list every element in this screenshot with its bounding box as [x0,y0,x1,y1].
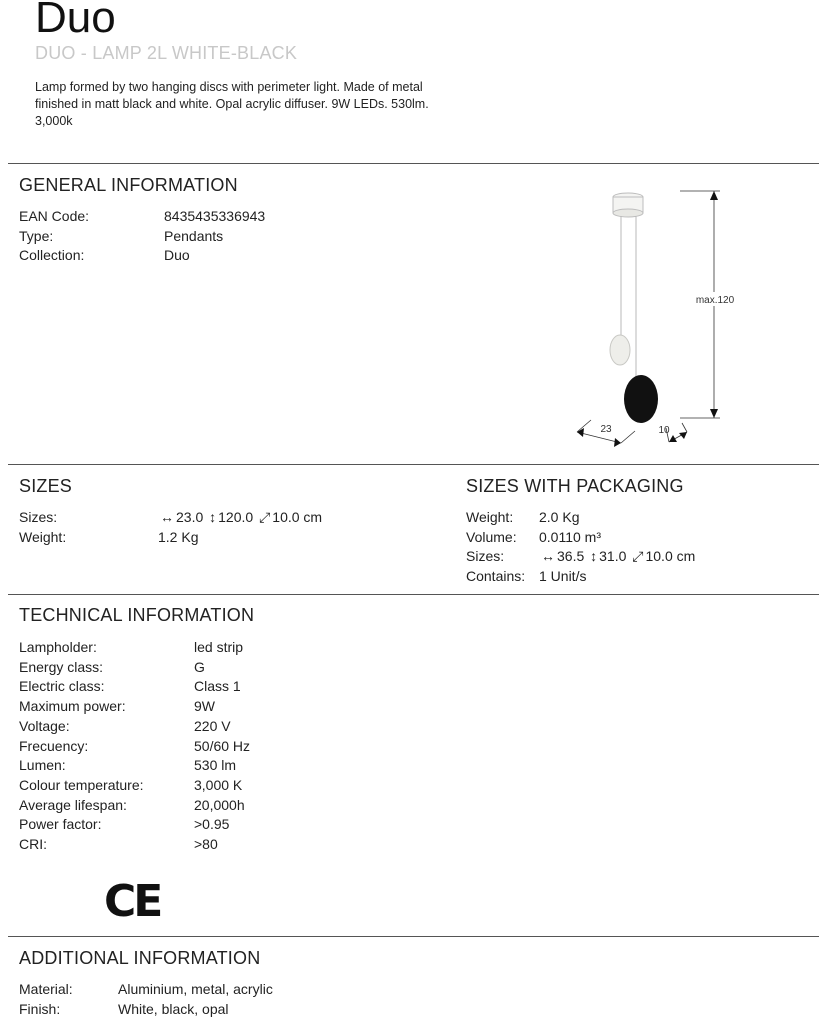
product-dimension-diagram [565,180,765,450]
tech-label: Maximum power: [19,698,126,715]
collection-label: Collection: [19,247,85,264]
packaging-list [466,508,695,587]
white-disc [610,335,630,365]
tech-label: Lampholder: [19,639,97,655]
sizes-row-dimensions [19,508,322,528]
tech-value: 50/60 Hz [194,737,251,754]
ean-label: EAN Code: [19,208,90,224]
sizes-label: Sizes: [19,509,58,525]
packaging-unit: cm [676,548,696,565]
height-arrow-icon: ↕ [590,548,598,565]
packaging-row-weight [466,508,695,528]
additional-information-list [19,980,273,1019]
ce-mark-icon: CE [104,876,161,927]
weight-value: 1.2 Kg [158,528,199,545]
sizes-title: SIZES [19,476,73,496]
width-label: 23 [600,424,612,435]
size-width: 23.0 [176,509,204,525]
finish-label: Finish: [19,1000,61,1017]
packaging-width: 36.5 [557,548,585,565]
packaging-contains-label: Contains: [466,568,526,585]
height-arrow-up [710,191,718,200]
packaging-row-sizes [466,547,695,567]
tech-row [19,776,250,796]
tech-label: Colour temperature: [19,776,144,793]
width-dim-line [577,432,621,443]
divider [8,163,819,164]
divider [8,594,819,595]
general-information-list [19,207,265,266]
technical-information-list [19,638,250,855]
type-value: Pendants [164,227,224,244]
tech-row [19,638,250,658]
canopy-bottom [613,209,643,217]
tech-row [19,677,250,697]
product-subtitle: DUO - LAMP 2L WHITE-BLACK [35,43,298,63]
finish-value: White, black, opal [118,1000,229,1017]
general-row-ean [19,207,265,227]
width-ext-right [621,431,635,443]
divider [8,936,819,937]
additional-row-finish [19,1000,273,1020]
tech-value: Class 1 [194,678,241,695]
tech-value: led strip [194,639,244,655]
tech-row [19,717,250,737]
tech-value: >80 [194,836,218,853]
depth-ext-right [682,423,687,432]
packaging-contains-value: 1 Unit/s [539,568,587,585]
packaging-weight-label: Weight: [466,509,514,525]
tech-row [19,815,250,835]
packaging-sizes-value [539,547,695,567]
type-label: Type: [19,227,54,244]
tech-label: Frecuency: [19,737,89,754]
tech-row [19,658,250,678]
size-depth: 10.0 [272,509,300,525]
divider [8,464,819,465]
sizes-value [158,508,322,528]
packaging-volume-label: Volume: [466,528,517,545]
packaging-row-volume [466,528,695,548]
packaging-weight-value: 2.0 Kg [539,509,580,525]
tech-row [19,796,250,816]
tech-value: G [194,658,205,675]
black-disc [624,375,658,423]
packaging-row-contains [466,567,695,587]
tech-value: 530 lm [194,757,237,774]
tech-label: Electric class: [19,678,105,695]
tech-value: 20,000h [194,796,245,813]
width-arrow-icon: ↔ [160,509,174,525]
tech-row [19,737,250,757]
tech-value: >0.95 [194,816,230,833]
tech-row [19,756,250,776]
product-title: Duo [35,0,116,42]
sizes-list [19,508,322,547]
packaging-volume-value: 0.0110 m³ [539,528,601,545]
tech-label: Energy class: [19,658,104,675]
height-arrow-icon: ↕ [209,509,217,525]
packaging-depth: 10.0 [645,548,673,565]
tech-row [19,697,250,717]
size-height: 120.0 [218,509,254,525]
height-label: max.120 [695,295,735,306]
ean-value: 8435435336943 [164,208,266,224]
tech-label: Power factor: [19,816,102,833]
height-arrow-down [710,409,718,418]
technical-information-title: TECHNICAL INFORMATION [19,605,255,625]
collection-value: Duo [164,247,190,264]
tech-label: Voltage: [19,717,70,734]
width-arrow-icon: ↔ [541,548,555,565]
additional-information-title: ADDITIONAL INFORMATION [19,948,261,968]
tech-value: 220 V [194,717,231,734]
general-row-type [19,227,265,247]
tech-label: CRI: [19,836,47,853]
width-ext-left [577,420,591,432]
tech-value: 3,000 K [194,776,243,793]
depth-label: 10 [658,425,670,436]
general-row-collection [19,246,265,266]
tech-label: Lumen: [19,757,66,774]
material-label: Material: [19,981,73,997]
sizes-row-weight [19,528,322,548]
size-unit: cm [303,509,323,525]
additional-row-material [19,980,273,1000]
product-description: Lamp formed by two hanging discs with perimeter light. Made of metal finished in matt black and white. Opal acrylic diffuser. 9W LEDs. 530lm. 3,000k [35,80,429,128]
tech-label: Average lifespan: [19,796,127,813]
packaging-sizes-label: Sizes: [466,548,505,565]
tech-value: 9W [194,698,215,715]
packaging-height: 31.0 [599,548,627,565]
weight-label: Weight: [19,528,67,545]
general-information-title: GENERAL INFORMATION [19,175,238,195]
material-value: Aluminium, metal, acrylic [118,981,273,997]
depth-arrow-icon: ⤢ [259,509,271,525]
tech-row [19,835,250,855]
width-arrow-right [614,438,621,447]
depth-arrow-icon: ⤢ [632,548,644,565]
packaging-title: SIZES WITH PACKAGING [466,476,684,496]
